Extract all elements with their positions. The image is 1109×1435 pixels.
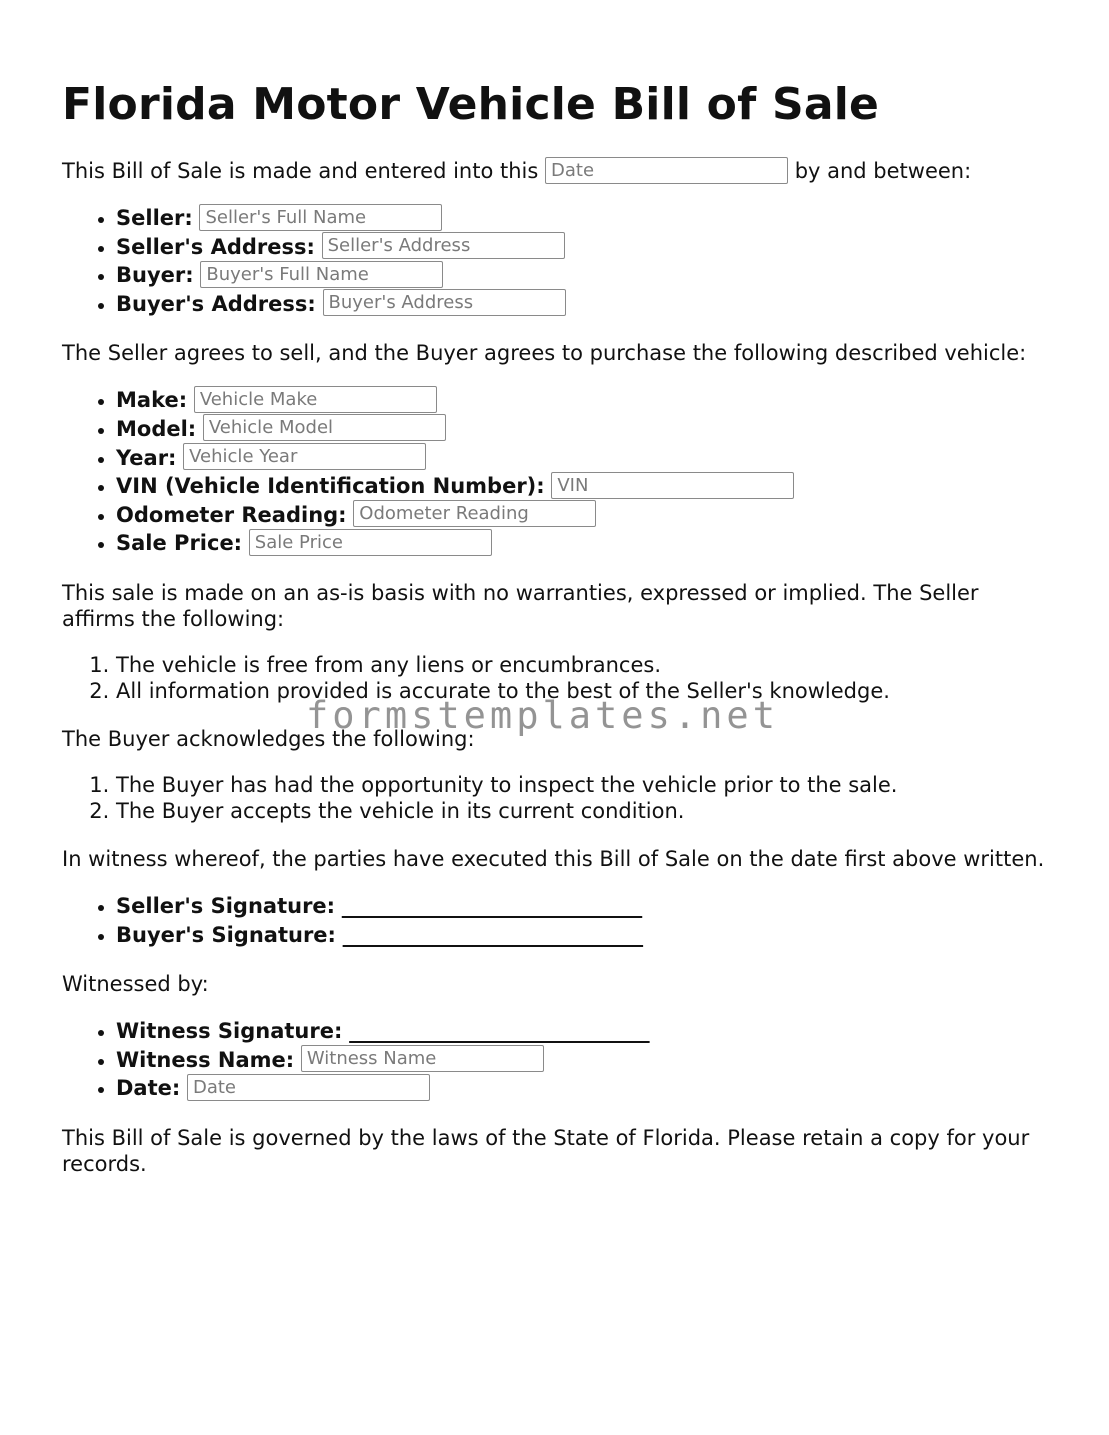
witness-signature-label: Witness Signature:: [116, 1019, 343, 1044]
vin-field[interactable]: VIN: [551, 472, 794, 499]
buyer-acknowledgements-list: [62, 772, 1052, 824]
year-label: Year:: [116, 445, 177, 470]
buyer-address-field[interactable]: Buyer's Address: [323, 289, 566, 316]
model-label: Model:: [116, 416, 197, 441]
vehicle-year-field[interactable]: Vehicle Year: [183, 443, 426, 470]
sale-price-field[interactable]: Sale Price: [249, 529, 492, 556]
page-title: Florida Motor Vehicle Bill of Sale: [62, 79, 880, 130]
buyer-name-field[interactable]: Buyer's Full Name: [200, 261, 443, 288]
list-item: [116, 501, 1052, 530]
buyer-ack-intro: The Buyer acknowledges the following:: [62, 726, 475, 751]
witness-list: [62, 1017, 1052, 1103]
parties-list: [62, 204, 1052, 318]
odometer-field[interactable]: Odometer Reading: [353, 500, 596, 527]
signatures-list: [62, 892, 1052, 949]
buyer-label: Buyer:: [116, 263, 194, 288]
list-item: [116, 386, 1052, 415]
seller-affirmations-list: [62, 652, 1052, 704]
witness-name-field[interactable]: Witness Name: [301, 1045, 544, 1072]
closing-paragraph: This Bill of Sale is governed by the laws of the State of Florida. Please retain a copy for your records.: [62, 1125, 1030, 1176]
witness-date-label: Date:: [116, 1076, 181, 1101]
list-item: [116, 1074, 1052, 1103]
seller-name-field[interactable]: Seller's Full Name: [199, 204, 442, 231]
list-item: [116, 921, 1052, 950]
intro-text-before: This Bill of Sale is made and entered into this: [62, 159, 539, 183]
list-item: [116, 204, 1052, 233]
list-item: 2. The Buyer accepts the vehicle in its current condition.: [116, 798, 1052, 824]
intro-paragraph: [62, 158, 1052, 184]
vehicle-model-field[interactable]: Vehicle Model: [203, 414, 446, 441]
list-item: [116, 472, 1052, 501]
seller-signature-label: Seller's Signature:: [116, 893, 336, 918]
witness-date-field[interactable]: Date: [187, 1074, 430, 1101]
vin-label: VIN (Vehicle Identification Number):: [116, 474, 545, 499]
witness-whereof-paragraph: In witness whereof, the parties have executed this Bill of Sale on the date first above written.: [62, 846, 1045, 871]
vehicle-details-list: [62, 386, 1052, 558]
seller-address-label: Seller's Address:: [116, 234, 315, 259]
list-item: [116, 1046, 1052, 1075]
list-item: [116, 415, 1052, 444]
list-item: 2. All information provided is accurate to the best of the Seller's knowledge.: [116, 678, 1052, 704]
list-item: [116, 892, 1052, 921]
list-item: [116, 1017, 1052, 1046]
bill-of-sale-document: [62, 78, 1052, 1177]
list-item: [116, 529, 1052, 558]
intro-text-after: by and between:: [794, 159, 972, 183]
seller-label: Seller:: [116, 206, 193, 230]
list-item: [116, 233, 1052, 262]
make-label: Make:: [116, 388, 188, 413]
list-item: [116, 290, 1052, 319]
witness-name-label: Witness Name:: [116, 1047, 295, 1072]
vehicle-make-field[interactable]: Vehicle Make: [194, 386, 437, 413]
odometer-label: Odometer Reading:: [116, 502, 347, 527]
watermark-text: formstemplates.net: [306, 694, 779, 737]
buyer-address-label: Buyer's Address:: [116, 291, 316, 316]
list-item: 1. The vehicle is free from any liens or encumbrances.: [116, 652, 1052, 678]
sale-price-label: Sale Price:: [116, 531, 243, 556]
seller-address-field[interactable]: Seller's Address: [322, 232, 565, 259]
buyer-signature-line[interactable]: ______________________________: [342, 922, 643, 947]
list-item: [116, 444, 1052, 473]
witness-signature-line[interactable]: ______________________________: [349, 1019, 650, 1044]
agreement-date-field[interactable]: Date: [545, 157, 788, 184]
seller-signature-line[interactable]: ______________________________: [341, 893, 642, 918]
as-is-paragraph: This sale is made on an as-is basis with no warranties, expressed or implied. The Seller affirms the following:: [62, 580, 979, 631]
buyer-signature-label: Buyer's Signature:: [116, 922, 336, 947]
vehicle-intro-paragraph: The Seller agrees to sell, and the Buyer agrees to purchase the following described vehicle:: [62, 341, 1027, 366]
list-item: [116, 261, 1052, 290]
list-item: 1. The Buyer has had the opportunity to inspect the vehicle prior to the sale.: [116, 772, 1052, 798]
witnessed-by-heading: Witnessed by:: [62, 972, 209, 997]
